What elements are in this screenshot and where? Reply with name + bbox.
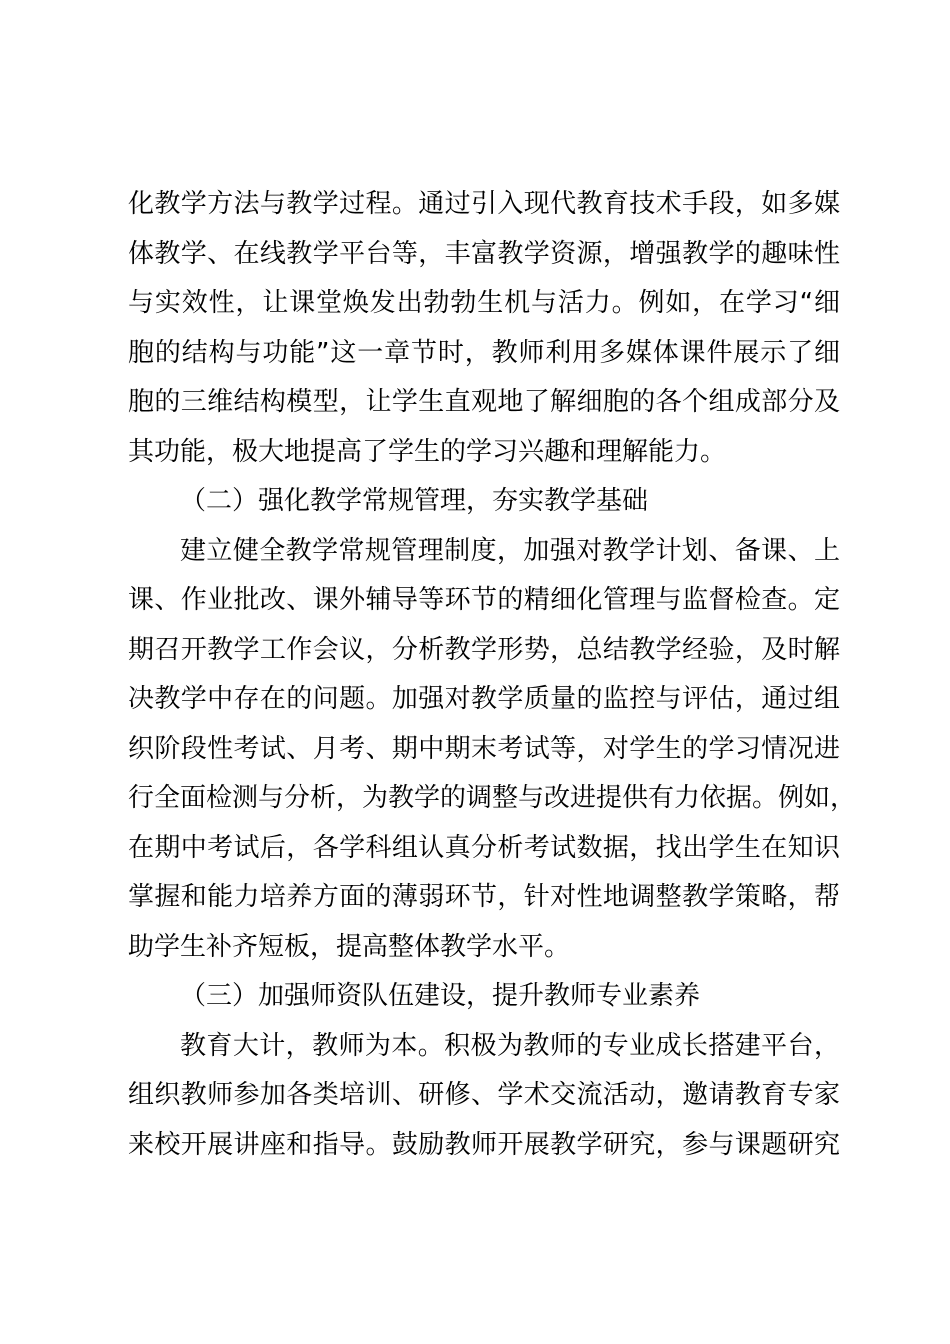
paragraph-line: 其功能，极大地提高了学生的学习兴趣和理解能力。 bbox=[128, 436, 727, 467]
paragraph-line: 体教学、在线教学平台等，丰富教学资源，增强教学的趣味性 bbox=[128, 238, 840, 269]
paragraph-line: 决教学中存在的问题。加强对教学质量的监控与评估，通过组 bbox=[128, 684, 840, 714]
paragraph-line: 化教学方法与教学过程。通过引入现代教育技术手段，如多媒 bbox=[128, 189, 840, 219]
section-heading: （三）加强师资队伍建设，提升教师专业素养 bbox=[180, 981, 701, 1011]
paragraph-line: 在期中考试后，各学科组认真分析考试数据，找出学生在知识 bbox=[128, 832, 840, 863]
paragraph-line: 组织教师参加各类培训、研修、学术交流活动，邀请教育专家 bbox=[128, 1080, 840, 1110]
document-body bbox=[128, 180, 857, 1170]
paragraph-line: 织阶段性考试、月考、期中期末考试等，对学生的学习情况进 bbox=[128, 733, 840, 764]
paragraph-line: 行全面检测与分析，为教学的调整与改进提供有力依据。例如， bbox=[128, 783, 857, 813]
paragraph-line: 课、作业批改、课外辅导等环节的精细化管理与监督检查。定 bbox=[128, 585, 840, 615]
paragraph-line: 与实效性，让课堂焕发出勃勃生机与活力。例如，在学习“细 bbox=[128, 288, 840, 318]
paragraph-line: 期召开教学工作会议，分析教学形势，总结教学经验，及时解 bbox=[128, 634, 840, 665]
paragraph-line: 建立健全教学常规管理制度，加强对教学计划、备课、上 bbox=[180, 535, 840, 566]
paragraph-line: 掌握和能力培养方面的薄弱环节，针对性地调整教学策略，帮 bbox=[128, 882, 840, 912]
section-heading: （二）强化教学常规管理，夯实教学基础 bbox=[180, 486, 649, 516]
paragraph-line: 胞的结构与功能”这一章节时，教师利用多媒体课件展示了细 bbox=[128, 337, 840, 368]
paragraph-line: 来校开展讲座和指导。鼓励教师开展教学研究，参与课题研究 bbox=[128, 1129, 840, 1160]
paragraph-line: 助学生补齐短板，提高整体教学水平。 bbox=[128, 931, 571, 962]
paragraph-line: 教育大计，教师为本。积极为教师的专业成长搭建平台， bbox=[180, 1030, 840, 1061]
paragraph-line: 胞的三维结构模型，让学生直观地了解细胞的各个组成部分及 bbox=[128, 387, 840, 417]
